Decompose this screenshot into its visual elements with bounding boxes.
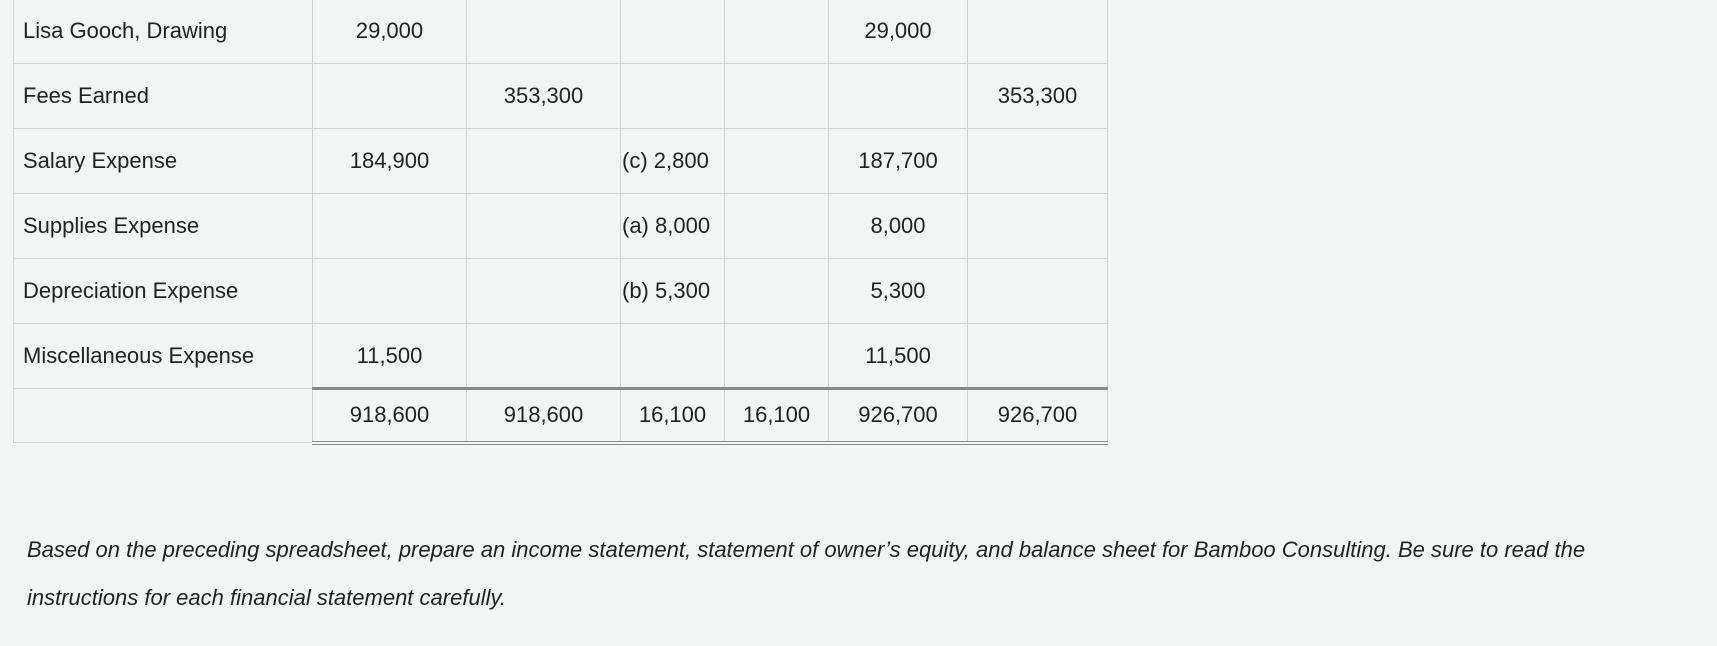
spreadsheet-table [13,0,1108,445]
adjusted-debit: 11,500 [829,324,968,389]
trial-balance-debit: 184,900 [313,129,467,194]
adjustment-credit [725,129,829,194]
trial-balance-debit [313,64,467,129]
instructions-text: Based on the preceding spreadsheet, prepare an income statement, statement of owner’s equity, and balance sheet for Bamboo Consulting. Be sure to read the instructions for each financial statement carefully. [27,537,1586,610]
table-row [14,0,1108,64]
total-adjusted-credit: 926,700 [968,389,1108,443]
trial-balance-credit [467,194,621,259]
account-name: Miscellaneous Expense [14,324,313,389]
total-trial-balance-debit: 918,600 [313,389,467,443]
trial-balance-credit [467,0,621,64]
adjusted-credit: 353,300 [968,64,1108,129]
trial-balance-debit [313,194,467,259]
totals-label [14,389,313,443]
adjusted-credit [968,259,1108,324]
table-row [14,324,1108,389]
adjustment-debit [621,64,725,129]
adjustment-credit [725,64,829,129]
totals-row [14,389,1108,443]
adjustment-credit [725,0,829,64]
account-name: Salary Expense [14,129,313,194]
account-name: Fees Earned [14,64,313,129]
adjustment-credit [725,324,829,389]
adjusted-debit: 8,000 [829,194,968,259]
adjustment-debit: (a) 8,000 [621,194,725,259]
account-name: Supplies Expense [14,194,313,259]
table-row [14,194,1108,259]
total-adjustment-debit: 16,100 [621,389,725,443]
trial-balance-debit [313,259,467,324]
account-name: Lisa Gooch, Drawing [14,0,313,64]
adjustment-credit [725,194,829,259]
total-adjustment-credit: 16,100 [725,389,829,443]
trial-balance-credit: 353,300 [467,64,621,129]
adjusted-credit [968,324,1108,389]
trial-balance-credit [467,259,621,324]
adjusted-debit: 187,700 [829,129,968,194]
table-row [14,64,1108,129]
table-row [14,259,1108,324]
total-adjusted-debit: 926,700 [829,389,968,443]
adjusted-debit: 29,000 [829,0,968,64]
adjusted-debit [829,64,968,129]
adjusted-debit: 5,300 [829,259,968,324]
adjustment-debit [621,0,725,64]
trial-balance-debit: 11,500 [313,324,467,389]
table-row [14,129,1108,194]
adjustment-debit: (c) 2,800 [621,129,725,194]
trial-balance-debit: 29,000 [313,0,467,64]
adjusted-credit [968,194,1108,259]
adjusted-credit [968,129,1108,194]
total-trial-balance-credit: 918,600 [467,389,621,443]
adjustment-credit [725,259,829,324]
trial-balance-credit [467,324,621,389]
adjustment-debit: (b) 5,300 [621,259,725,324]
trial-balance-credit [467,129,621,194]
account-name: Depreciation Expense [14,259,313,324]
adjustment-debit [621,324,725,389]
adjusted-credit [968,0,1108,64]
